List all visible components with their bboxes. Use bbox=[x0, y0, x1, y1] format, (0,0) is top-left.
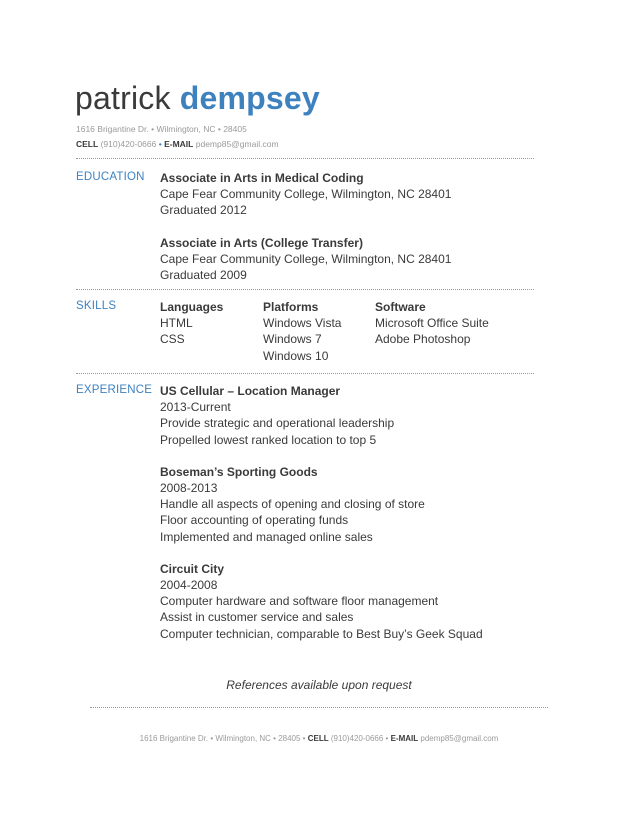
divider bbox=[76, 373, 534, 374]
skill-item: HTML bbox=[160, 316, 193, 331]
job-duty: Floor accounting of operating funds bbox=[160, 513, 349, 528]
footer-cell-label: CELL bbox=[307, 734, 329, 743]
skills-column-heading: Software bbox=[375, 300, 426, 314]
header-contact bbox=[76, 139, 279, 149]
divider bbox=[76, 289, 534, 290]
job-dates: 2008-2013 bbox=[160, 481, 218, 496]
school: Cape Fear Community College, Wilmington, NC 28401 bbox=[160, 187, 452, 202]
job-duty: Propelled lowest ranked location to top 5 bbox=[160, 432, 377, 447]
first-name: patrick bbox=[75, 80, 171, 116]
education-list bbox=[160, 170, 451, 299]
degree: Associate in Arts in Medical Coding bbox=[160, 171, 364, 185]
job-duty: Implemented and managed online sales bbox=[160, 529, 373, 544]
education-entry bbox=[160, 170, 451, 219]
job-title: US Cellular – Location Manager bbox=[160, 384, 341, 398]
job-entry bbox=[160, 464, 483, 545]
experience-list bbox=[160, 383, 483, 658]
footer-cell: (910)420-0666 • bbox=[330, 734, 389, 743]
footer-divider bbox=[90, 707, 548, 708]
experience-heading: EXPERIENCE bbox=[76, 384, 153, 396]
job-duty: Handle all aspects of opening and closing of store bbox=[160, 497, 425, 512]
education-heading: EDUCATION bbox=[76, 171, 145, 183]
last-name: dempsey bbox=[179, 80, 320, 116]
job-dates: 2004-2008 bbox=[160, 578, 218, 593]
footer-email: pdemp85@gmail.com bbox=[420, 734, 499, 743]
skill-item: Windows 10 bbox=[263, 348, 329, 363]
job-duty: Computer technician, comparable to Best Buy’s Geek Squad bbox=[160, 626, 483, 641]
education-entry bbox=[160, 235, 451, 284]
job-dates: 2013-Current bbox=[160, 400, 231, 415]
job-title: Circuit City bbox=[160, 561, 225, 576]
cell-label: CELL bbox=[76, 139, 99, 149]
skills-column-heading: Languages bbox=[160, 300, 224, 314]
job-duty: Assist in customer service and sales bbox=[160, 610, 354, 625]
email-label: E-MAIL bbox=[164, 139, 194, 149]
skills-column-heading: Platforms bbox=[263, 300, 319, 314]
skills-heading: SKILLS bbox=[76, 300, 117, 312]
graduation-date: Graduated 2009 bbox=[160, 268, 247, 283]
skill-item: Windows Vista bbox=[263, 316, 342, 331]
header-address: 1616 Brigantine Dr. • Wilmington, NC • 28405 bbox=[76, 124, 247, 134]
footer-email-label: E-MAIL bbox=[390, 734, 419, 743]
skill-item: Windows 7 bbox=[263, 332, 322, 347]
skill-item: Microsoft Office Suite bbox=[375, 316, 489, 331]
job-entry bbox=[160, 383, 483, 448]
footer-contact bbox=[0, 734, 638, 743]
references-note: References available upon request bbox=[226, 678, 412, 692]
contact-separator: • bbox=[158, 139, 162, 149]
graduation-date: Graduated 2012 bbox=[160, 203, 247, 218]
skills-languages bbox=[160, 299, 223, 348]
skill-item: Adobe Photoshop bbox=[375, 332, 471, 347]
job-duty: Computer hardware and software floor management bbox=[160, 594, 439, 609]
skill-item: CSS bbox=[160, 332, 185, 347]
candidate-name bbox=[75, 79, 320, 117]
skills-platforms bbox=[263, 299, 341, 364]
cell-number: (910)420-0666 bbox=[100, 139, 157, 149]
school: Cape Fear Community College, Wilmington, NC 28401 bbox=[160, 251, 452, 266]
degree: Associate in Arts (College Transfer) bbox=[160, 235, 363, 250]
skills-software bbox=[375, 299, 489, 348]
divider bbox=[76, 158, 534, 159]
job-title: Boseman’s Sporting Goods bbox=[160, 464, 318, 479]
job-entry bbox=[160, 561, 483, 642]
job-duty: Provide strategic and operational leadership bbox=[160, 416, 395, 431]
email-address: pdemp85@gmail.com bbox=[195, 139, 279, 149]
footer-address: 1616 Brigantine Dr. • Wilmington, NC • 28405 • bbox=[139, 734, 306, 743]
